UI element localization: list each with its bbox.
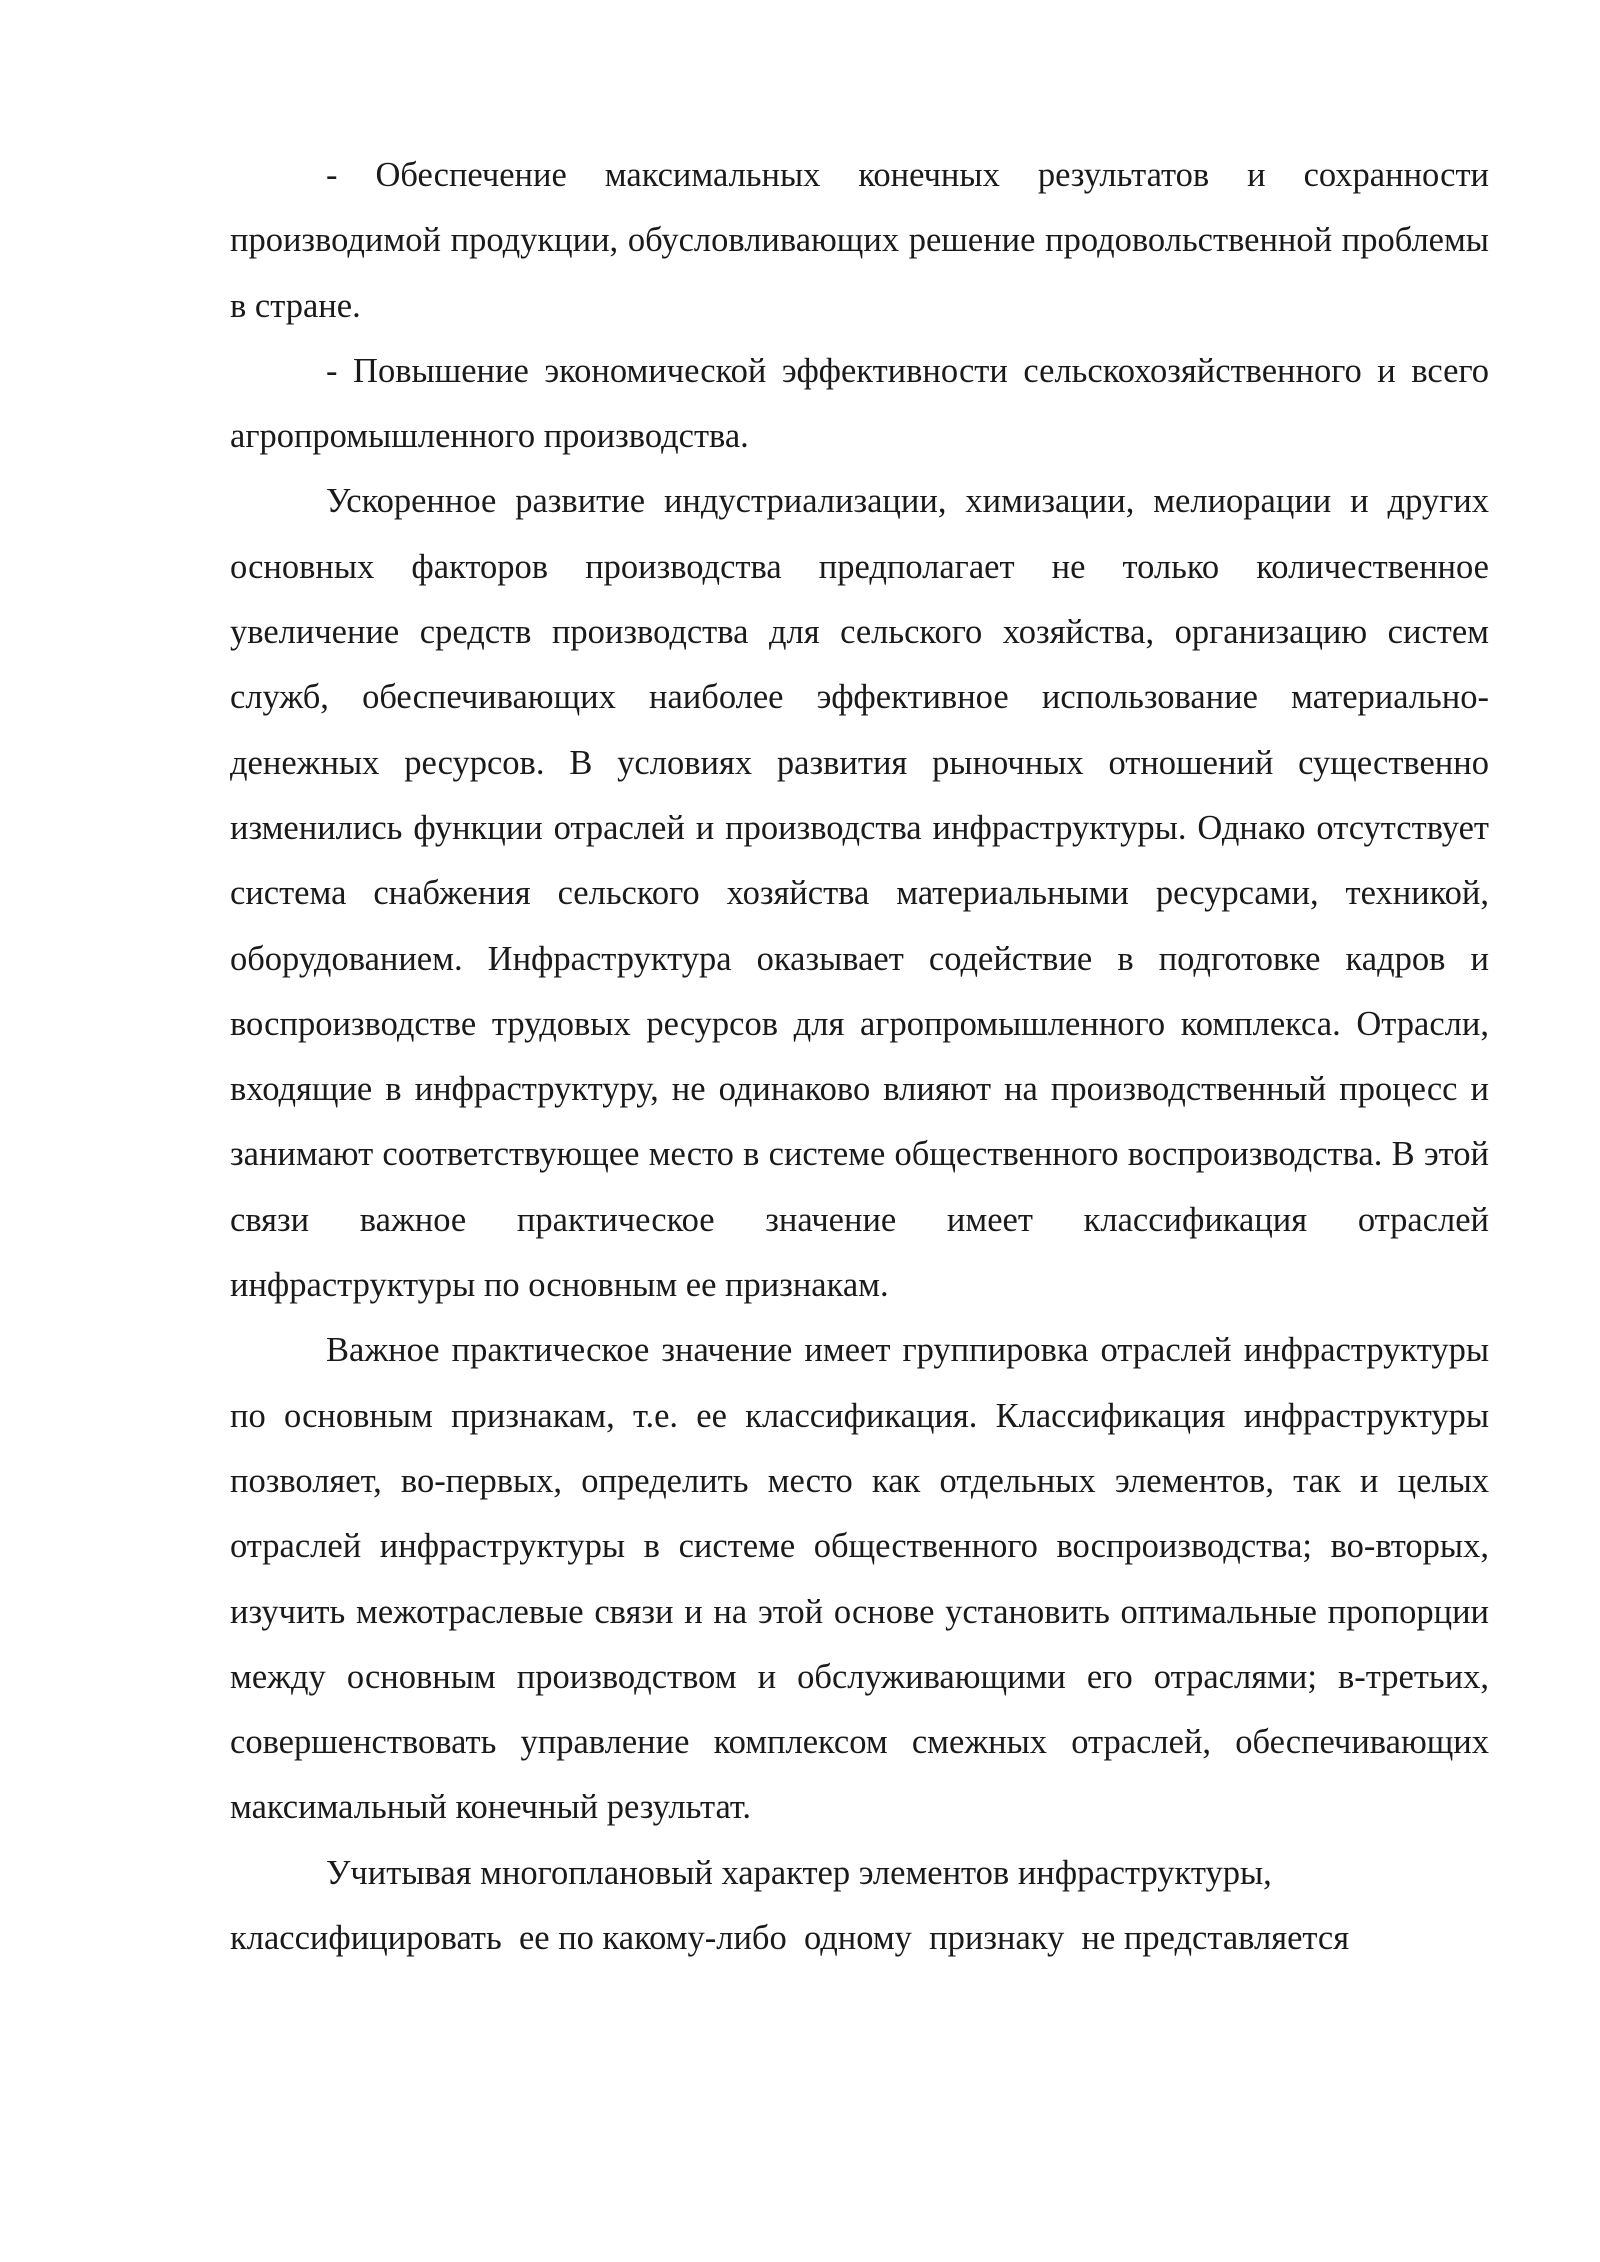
paragraph-multifaceted: Учитывая многоплановый характер элементов инфраструктуры, классифицировать ее по какому-либо одному признаку не представляется xyxy=(230,1853,1350,1958)
paragraph-goal-results: - Обеспечение максимальных конечных результатов и сохранности производимой продукции, обусловливающих решение продовольственной проблемы в стране. xyxy=(230,156,1489,325)
paragraph-goal-efficiency: - Повышение экономической эффективности сельскохозяйственного и всего агропромышленного производства. xyxy=(230,351,1489,456)
paragraph-classification: Важное практическое значение имеет группировка отраслей инфраструктуры по основным признакам, т.е. ее классификация. Классификация инфраструктуры позволяет, во-первых, определить место как отдельных элементов, так и целых отраслей инфраструктуры в системе общественного воспроизводства; во-вторых, изучить межотраслевые связи и на этой основе установить оптимальные пропорции между основным производством и обслуживающими его отраслями; в-третьих, совершенствовать управление комплексом смежных отраслей, обеспечивающих максимальный конечный результат. xyxy=(230,1331,1489,1827)
document-body xyxy=(230,143,1489,1971)
paragraph-industrialization: Ускоренное развитие индустриализации, химизации, мелиорации и других основных факторов производства предполагает не только количественное увеличение средств производства для сельского хозяйства, организацию систем служб, обеспечивающих наиболее эффективное использование материально-денежных ресурсов. В условиях развития рыночных отношений существенно изменились функции отраслей и производства инфраструктуры. Однако отсутствует система снабжения сельского хозяйства материальными ресурсами, техникой, оборудованием. Инфраструктура оказывает содействие в подготовке кадров и воспроизводстве трудовых ресурсов для агропромышленного комплекса. Отрасли, входящие в инфраструктуру, не одинаково влияют на производственный процесс и занимают соответствующее место в системе общественного воспроизводства. В этой связи важное практическое значение имеет классификация отраслей инфраструктуры по основным ее признакам. xyxy=(230,482,1489,1305)
